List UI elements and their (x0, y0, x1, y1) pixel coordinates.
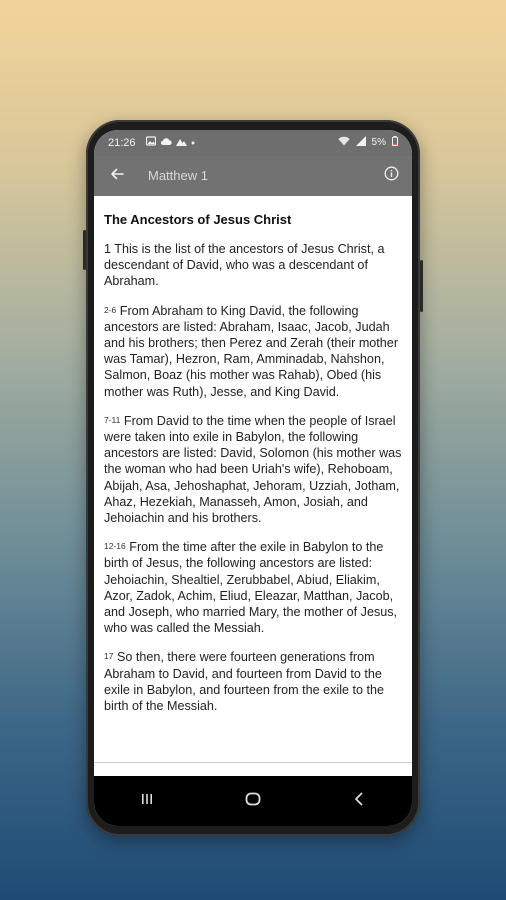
recents-icon (140, 792, 154, 811)
page-title: Matthew 1 (148, 168, 208, 183)
bottom-spacer (94, 763, 412, 776)
app-bar (94, 156, 412, 196)
cloud-icon (160, 137, 172, 149)
verse-text: So then, there were fourteen generations from Abraham to David, and fourteen from David to the exile in Babylon, and fourteen from the exile to the birth of the Messiah. (104, 650, 385, 714)
nav-back-button[interactable] (339, 784, 379, 818)
back-button[interactable] (106, 165, 128, 187)
verse (104, 539, 402, 636)
home-icon (245, 791, 261, 812)
back-chevron-icon (353, 792, 365, 811)
status-time: 21:26 (108, 137, 136, 149)
info-icon (384, 166, 399, 186)
mountain-icon (176, 137, 187, 149)
verse (104, 303, 402, 400)
section-heading: The Ancestors of Jesus Christ (104, 212, 292, 227)
verse (104, 413, 402, 526)
status-notification-icons (146, 136, 195, 149)
screen (94, 130, 412, 826)
verse-number: 2-6 (104, 304, 117, 315)
verse-text: From the time after the exile in Babylon to the birth of Jesus, the following ancestors are listed: Jehoiachin, Shealtiel, Zerubbabel, Abiud, Eliakim, Azor, Zadok, Achim, Eliud, Eleazar, Matthan, Jacob, and Joseph, who married Mary, the mother of Jesus, who was called the Messiah. (104, 540, 398, 636)
home-button[interactable] (233, 784, 273, 818)
signal-icon (356, 136, 366, 149)
system-nav-bar (94, 776, 412, 826)
verse (104, 241, 402, 290)
verse-text: From Abraham to King David, the following ancestors are listed: Abraham, Isaac, Jacob, Judah and his brothers; then Perez and Zerah (their mother was Tamar), Hezron, Ram, Amminadab, Nahshon, Salmon, Boaz (his mother was Rahab), Obed (his mother was Ruth), Jesse, and King David. (104, 303, 399, 399)
phone-frame (86, 120, 420, 836)
arrow-left-icon (110, 167, 124, 186)
chapter-content[interactable] (94, 196, 412, 762)
verse-number: 1 (104, 242, 112, 256)
verse-text: This is the list of the ancestors of Jesus Christ, a descendant of David, who was a descendant of Abraham. (104, 242, 385, 289)
dot-icon (191, 137, 195, 148)
verse-text: From David to the time when the people of Israel were taken into exile in Babylon, the following ancestors are listed: David, Solomon (his mother was the woman who had been Uriah's wife), Rehoboam, Abijah, Asa, Jehoshaphat, Jehoram, Uzziah, Jotham, Ahaz, Hezekiah, Manasseh, Amon, Josiah, and Jehoiachin and his brothers. (104, 413, 402, 526)
wifi-icon (338, 136, 350, 149)
verse-number: 17 (104, 651, 114, 662)
verse-number: 7-11 (104, 414, 121, 425)
verse (104, 649, 402, 714)
power-button (420, 260, 423, 312)
gallery-icon (146, 136, 156, 149)
status-system-icons (338, 136, 398, 149)
status-bar (94, 130, 412, 156)
verse-number: 12-16 (104, 541, 126, 552)
info-button[interactable] (380, 165, 402, 187)
volume-button (83, 230, 86, 270)
recents-button[interactable] (127, 784, 167, 818)
battery-level: 5% (371, 137, 386, 148)
battery-icon (392, 136, 398, 149)
